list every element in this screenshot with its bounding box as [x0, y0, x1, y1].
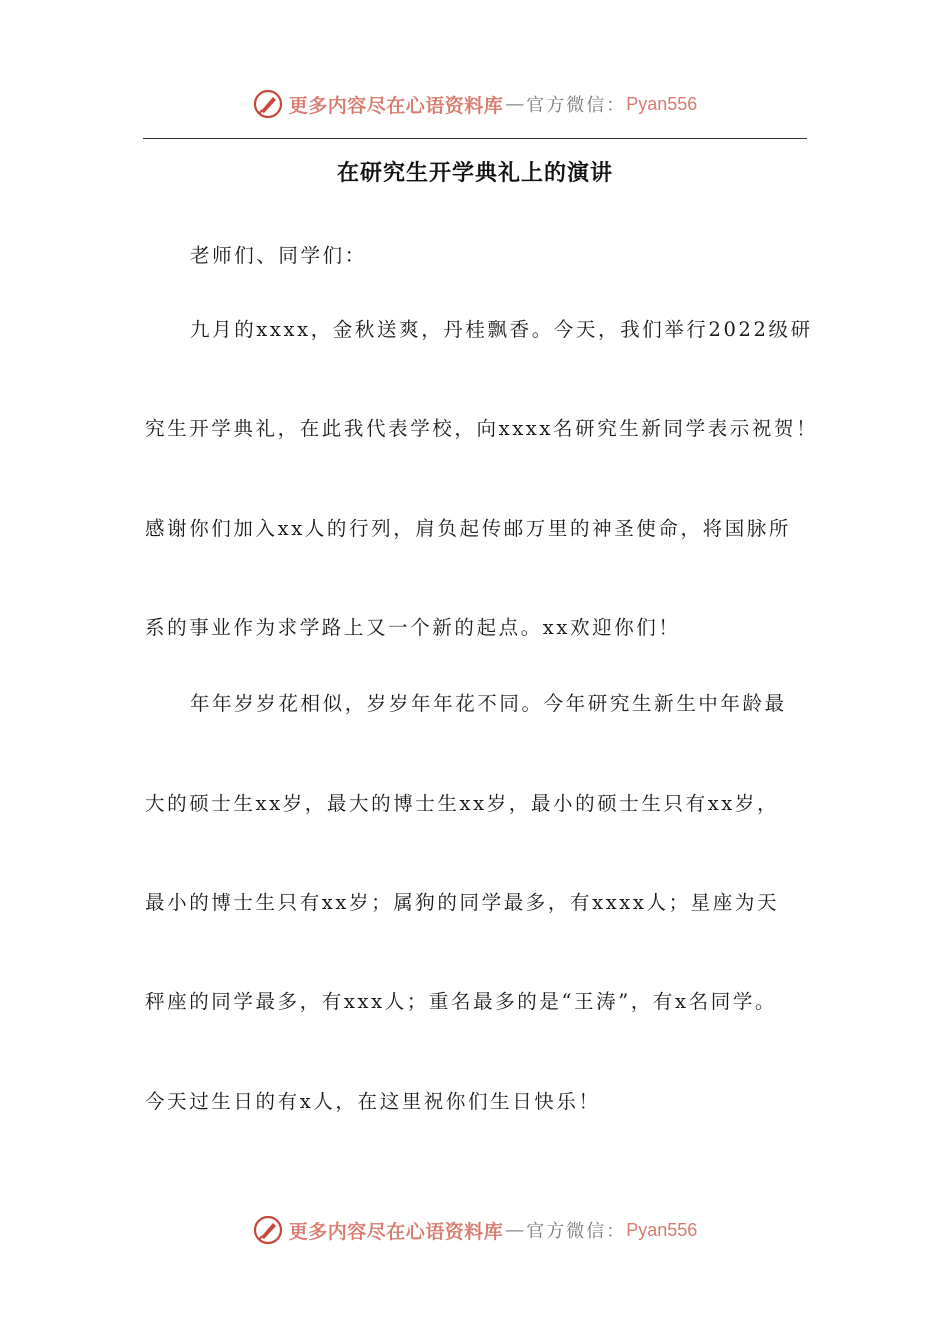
paragraph-line: 大的硕士生xx岁，最大的博士生xx岁，最小的硕士生只有xx岁，	[145, 792, 780, 815]
salutation-line: 老师们、同学们：	[190, 244, 367, 267]
document-title: 在研究生开学典礼上的演讲	[336, 161, 613, 186]
paragraph-line: 究生开学典礼，在此我代表学校，向xxxx名研究生新同学表示祝贺！	[145, 417, 819, 440]
paragraph-line: 今天过生日的有x人，在这里祝你们生日快乐！	[145, 1090, 601, 1113]
banner-wechat-label: 官方微信：	[526, 95, 627, 116]
pen-logo-icon	[253, 89, 283, 119]
paragraph-line: 系的事业作为求学路上又一个新的起点。xx欢迎你们！	[145, 616, 681, 639]
banner-wechat-label: 官方微信：	[526, 1221, 627, 1242]
banner-brand: 更多内容尽在心语资料库	[288, 1220, 504, 1243]
banner-brand: 更多内容尽在心语资料库	[288, 94, 504, 117]
banner-wechat-id: Pyan556	[626, 1219, 698, 1240]
paragraph-line: 九月的xxxx，金秋送爽，丹桂飘香。今天，我们举行2022级研	[190, 318, 813, 341]
paragraph-line: 年年岁岁花相似，岁岁年年花不同。今年研究生新生中年龄最	[190, 692, 787, 715]
header-divider	[143, 138, 807, 139]
banner-dash: —	[505, 1219, 525, 1241]
pen-logo-icon	[253, 1215, 283, 1245]
paragraph-line: 秤座的同学最多，有xxx人；重名最多的是“王涛”，有x名同学。	[145, 990, 778, 1013]
paragraph-line: 感谢你们加入xx人的行列，肩负起传邮万里的神圣使命，将国脉所	[145, 517, 791, 540]
footer-banner	[0, 1210, 950, 1250]
header-banner	[0, 84, 950, 124]
banner-wechat-id: Pyan556	[626, 93, 698, 114]
banner-dash: —	[505, 93, 525, 115]
paragraph-line: 最小的博士生只有xx岁；属狗的同学最多，有xxxx人；星座为天	[145, 891, 780, 914]
